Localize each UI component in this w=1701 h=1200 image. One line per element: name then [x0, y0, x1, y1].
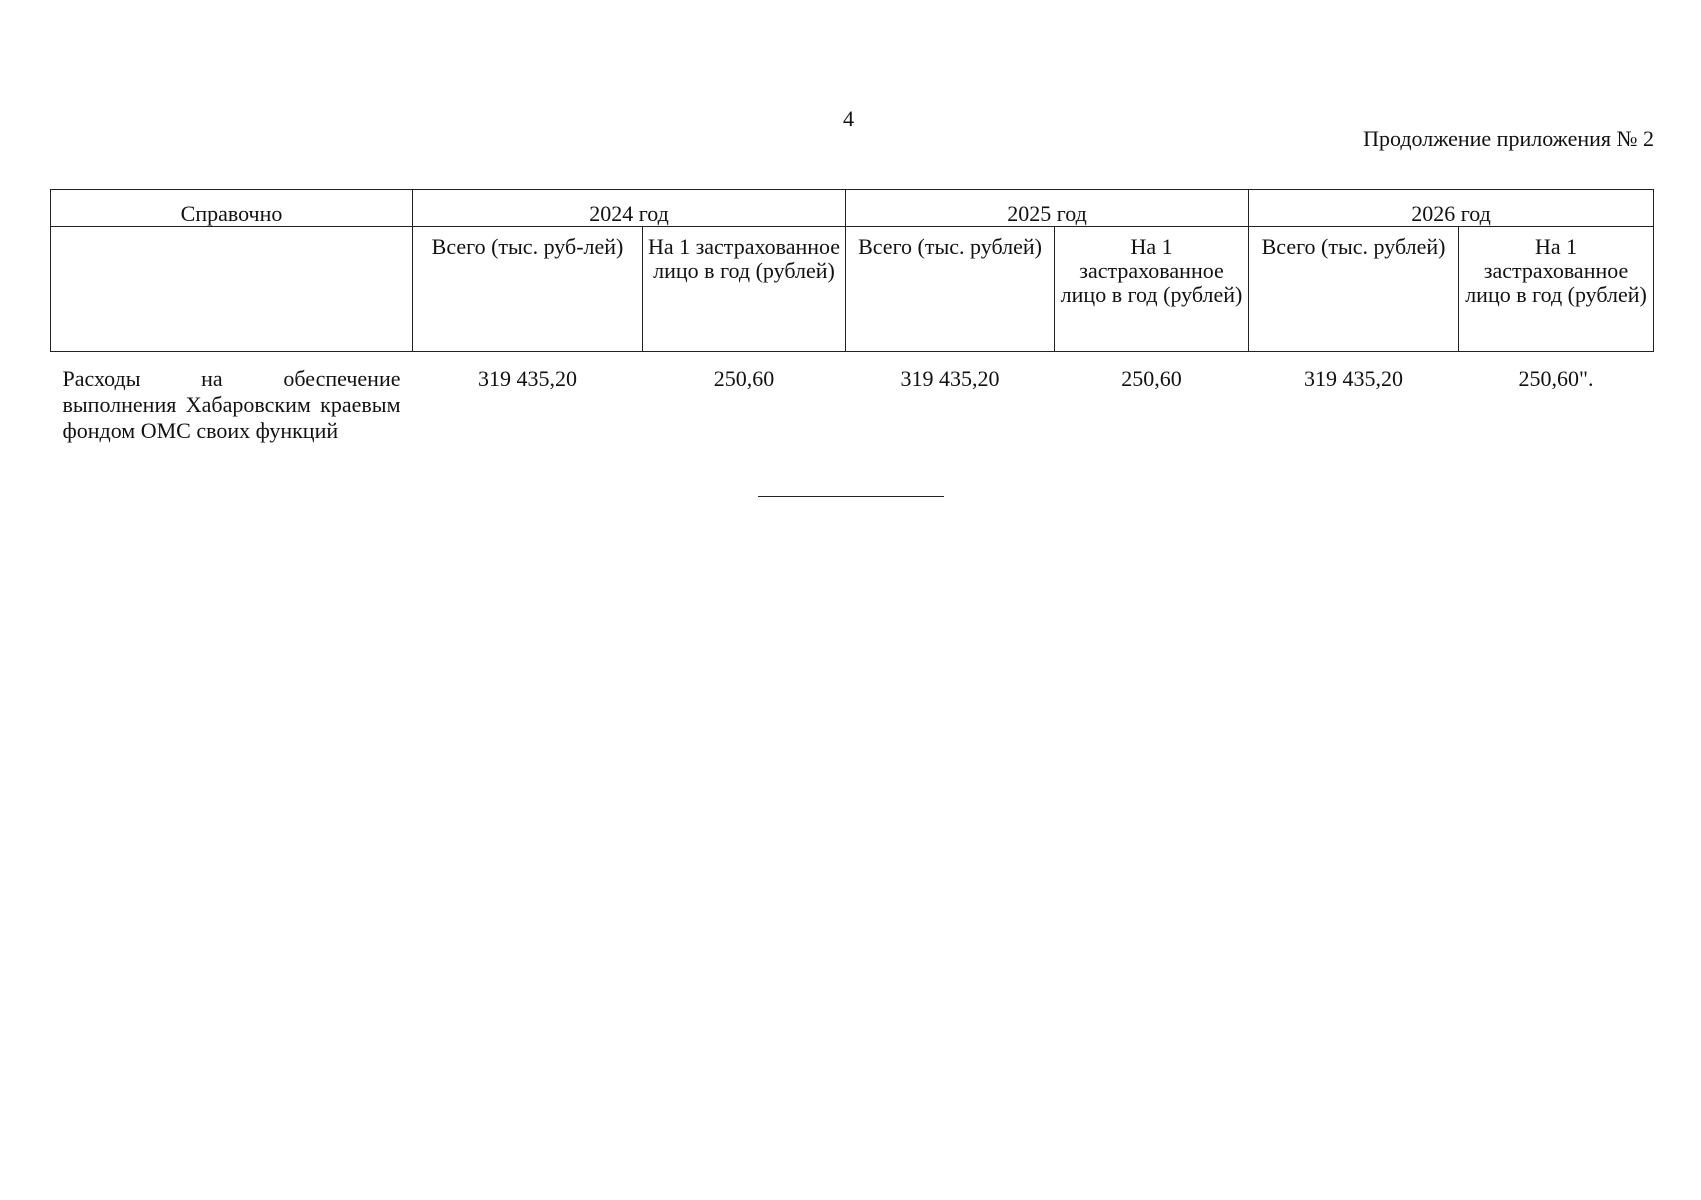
subheader-per-person-2026: На 1 застрахованное лицо в год (рублей) — [1459, 227, 1654, 352]
appendix-continuation-note: Продолжение приложения № 2 — [1363, 126, 1654, 151]
value-per-person-2025: 250,60 — [1121, 366, 1182, 391]
subheader-total-2024: Всего (тыс. руб-лей) — [413, 227, 643, 352]
end-of-document-rule — [758, 496, 944, 497]
subheader-per-person-2025: На 1 застрахованное лицо в год (рублей) — [1055, 227, 1249, 352]
corner-header: Справочно — [51, 190, 413, 227]
value-per-person-2026: 250,60". — [1518, 366, 1594, 391]
value-per-person-2024: 250,60 — [713, 366, 775, 391]
value-total-2025: 319 435,20 — [900, 366, 1000, 391]
year-header-2025: 2025 год — [846, 190, 1249, 227]
row-label: Расходы на обеспечение выполнения Хабаровским краевым фондом ОМС своих функций — [62, 366, 401, 443]
header-row-measures — [51, 227, 1654, 352]
value-total-2024: 319 435,20 — [478, 366, 577, 391]
empty-header-cell — [51, 227, 413, 352]
subheader-per-person-2024: На 1 застрахованное лицо в год (рублей) — [643, 227, 846, 352]
header-row-years — [51, 190, 1654, 227]
page-number: 4 — [843, 106, 854, 131]
table-row — [51, 352, 1654, 445]
year-header-2024: 2024 год — [413, 190, 846, 227]
reference-table — [50, 189, 1654, 444]
subheader-total-2026: Всего (тыс. рублей) — [1249, 227, 1459, 352]
year-header-2026: 2026 год — [1249, 190, 1654, 227]
value-total-2026: 319 435,20 — [1304, 366, 1404, 391]
subheader-total-2025: Всего (тыс. рублей) — [846, 227, 1055, 352]
